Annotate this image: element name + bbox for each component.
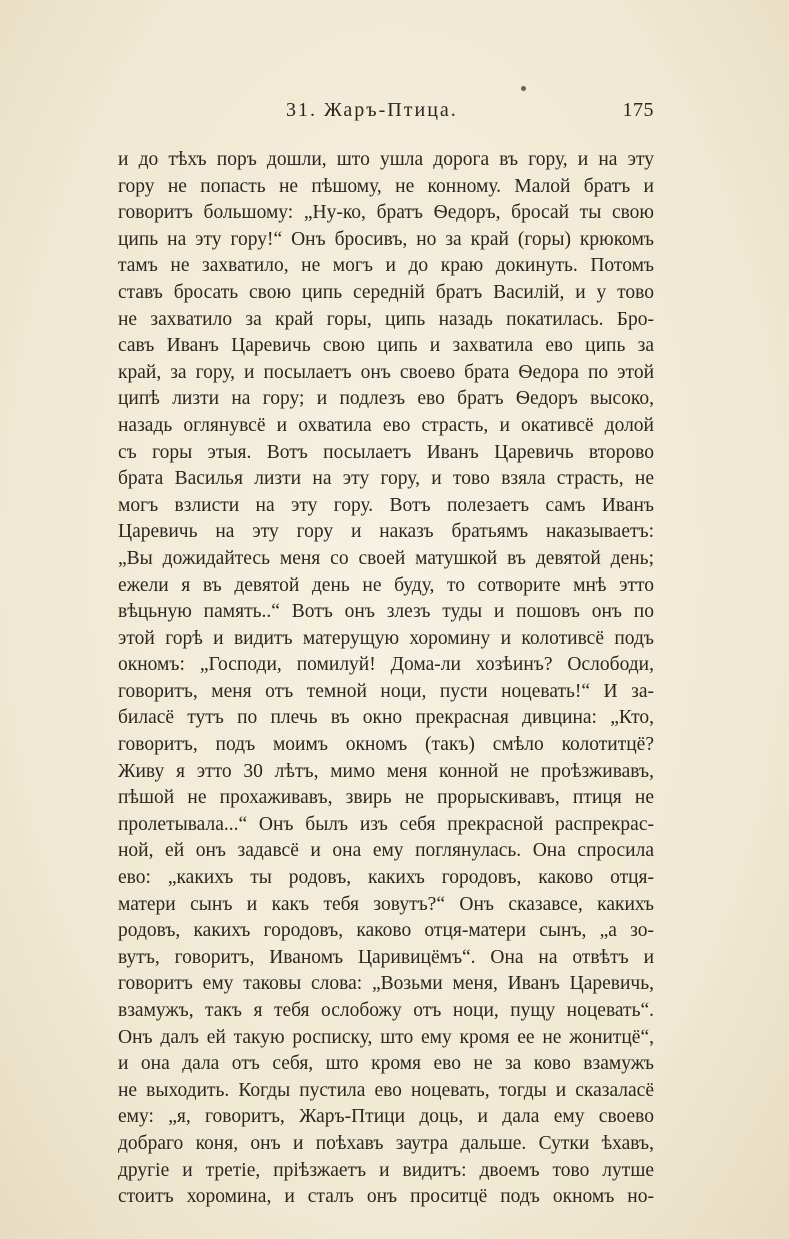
text-line: не захватило за край горы, ципь назадь покатилась. Бро- [118, 308, 654, 330]
text-line: съ горы этыя. Вотъ посылаетъ Иванъ Царевичь второво [118, 441, 654, 463]
text-line: „Вы дожидайтесь меня со своей матушкой въ девятой день; [118, 547, 654, 569]
text-line: гору не попасть не пѣшому, не конному. Малой братъ и [118, 175, 654, 197]
body-text [118, 147, 654, 1211]
text-line: матери сынъ и какъ тебя зовутъ?“ Онъ сказавсе, какихъ [118, 893, 654, 915]
text-line: взамужъ, такъ я тебя ослобожу отъ ноци, пущу ноцевать“. [118, 1000, 654, 1021]
text-line: Живу я этто 30 лѣтъ, мимо меня конной не проѣзживавъ, [118, 760, 654, 782]
text-line: говоритъ ему таковы слова: „Возьми меня, Иванъ Царевичь, [118, 973, 654, 995]
text-line: савъ Иванъ Царевичь свою ципь и захватила ево ципь за [118, 335, 654, 357]
text-line: окномъ: „Господи, помилуй! Дома-ли хозѣинъ? Ослободи, [118, 654, 654, 676]
text-line: стоитъ хоромина, и сталъ онъ проситцё подъ окномъ но- [118, 1186, 654, 1208]
text-line: говоритъ, подъ моимъ окномъ (такъ) смѣло колотитцё? [118, 734, 654, 756]
text-line: ной, ей онъ задавсё и она ему поглянулась. Она спросила [118, 840, 654, 862]
text-line: могъ взлисти на эту гору. Вотъ полезаетъ самъ Иванъ [118, 494, 654, 516]
text-line: другiе и третiе, прiѣзжаетъ и видитъ: двоемъ тово лутше [118, 1159, 654, 1181]
text-line: назадь оглянувсё и охватила ево страсть, и окативсё долой [118, 414, 654, 436]
text-line: вѣцьную память..“ Вотъ онъ злезъ туды и пошовъ онъ по [118, 601, 654, 623]
text-line: ставъ бросать свою ципь середнiй братъ Василiй, и у тово [118, 281, 654, 303]
text-line: и до тѣхъ поръ дошли, што ушла дорога въ гору, и на эту [118, 149, 654, 170]
text-line: пролетывала...“ Онъ былъ изъ себя прекрасной распрекрас- [118, 813, 654, 835]
text-line: ципѣ лизти на гору; и подлезъ ево братъ Ѳедоръ высоко, [118, 388, 654, 410]
text-line: и она дала отъ себя, што кромя ево не за ково взамужъ [118, 1053, 654, 1075]
text-line: Онъ далъ ей такую росписку, што ему кромя ее не жонитцё“, [118, 1026, 654, 1048]
text-line: край, за гору, и посылаетъ онъ своево брата Ѳедора по этой [118, 361, 654, 383]
text-line: ципь на эту гору!“ Онъ бросивъ, но за край (горы) крюкомъ [118, 228, 654, 250]
page-number: 175 [622, 99, 654, 121]
text-line: этой горѣ и видитъ матерущую хоромину и колотивсё подъ [118, 627, 654, 649]
text-line: добраго коня, онъ и поѣхавъ заутра дальше. Сутки ѣхавъ, [118, 1132, 654, 1154]
running-header [118, 99, 654, 129]
text-line: не выходить. Когды пустила ево ноцевать, тогды и сказаласё [118, 1079, 654, 1101]
text-line: ежели я въ девятой день не буду, то сотворите мнѣ этто [118, 574, 654, 596]
text-line: брата Василья лизти на эту гору, и тово взяла страсть, не [118, 468, 654, 490]
text-line: пѣшой не прохаживавъ, звирь не прорыскивавъ, птиця не [118, 787, 654, 809]
text-line: Царевичь на эту гору и наказъ братьямъ наказываетъ: [118, 521, 654, 543]
text-line: ему: „я, говоритъ, Жаръ-Птици доць, и дала ему своево [118, 1106, 654, 1128]
chapter-title: 31. Жаръ-Птица. [286, 99, 458, 121]
text-line: вутъ, говоритъ, Иваномъ Царивицёмъ“. Она на отвѣтъ и [118, 946, 654, 968]
text-line: родовъ, какихъ городовъ, каково отця-матери сынъ, „а зо- [118, 920, 654, 942]
text-line: говоритъ большому: „Ну-ко, братъ Ѳедоръ, бросай ты свою [118, 202, 654, 224]
text-line: биласё тутъ по плечь въ окно прекрасная дивцина: „Кто, [118, 707, 654, 729]
text-line: ево: „какихъ ты родовъ, какихъ городовъ, каково отця- [118, 867, 654, 889]
text-line: говоритъ, меня отъ темной ноци, пусти ноцевать!“ И за- [118, 680, 654, 702]
text-line: тамъ не захватило, не могъ и до краю докинуть. Потомъ [118, 255, 654, 277]
print-speck [521, 86, 526, 91]
